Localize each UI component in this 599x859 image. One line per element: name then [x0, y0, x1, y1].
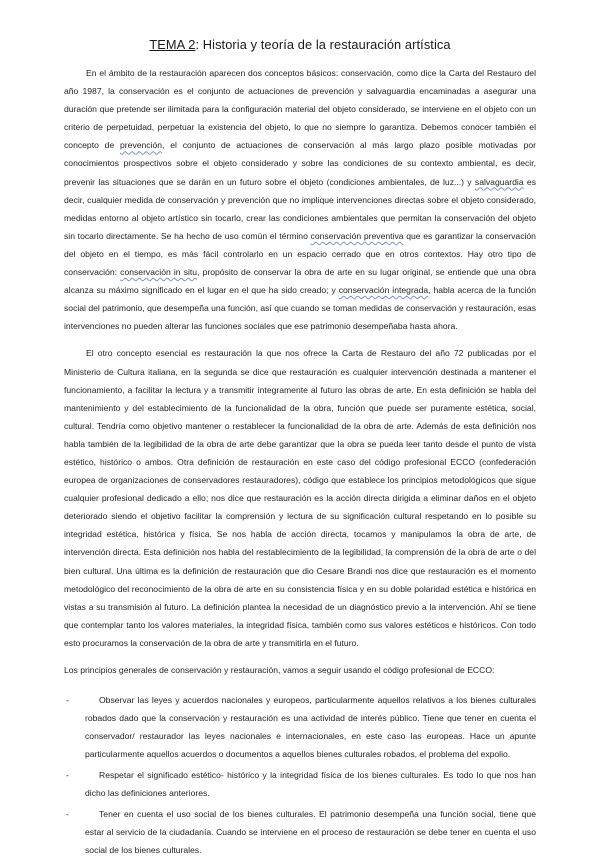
paragraph-restauracion: El otro concepto esencial es restauración la que nos ofrece la Carta de Restauro del año 72 publicadas por el Ministerio de Cultura italiana, en la segunda se dice que restauración es cualquier intervención destinada a mantener el funcionamiento, a facilitar la lectura y a transmitir íntegramente al futuro las obras de arte. En esta definición se habla del mantenimiento y del establecimiento de la funcionalidad de la obra, función que puede ser puramente estética, social, cultural. Tendría como objetivo mantener o restablecer la funcionalidad de la obra de arte. Además de esta definición nos habla también de la legibilidad de la obra de arte debe garantizar que la obra se pueda leer tanto desde el punto de vista estético, histórico o ambos. Otra definición de restauración en este caso del código profesional ECCO (confederación europea de organizaciones de conservadores restauradores), código que establece los principios metodológicos que sigue cualquier profesional dedicado a ello; nos dice que restauración es la acción directa dirigida a eliminar daños en el objeto deteriorado siendo el objetivo facilitar la comprensión y lectura de su significación cultural respetando en lo posible su integridad estética, histórica y física. Se nos habla de acción directa, tocamos y manipulamos la obra de arte, de intervención directa. Esta definición nos habla del restablecimiento de la legibilidad, la comprensión de la obra de arte o del bien cultural. Una última es la definición de restauración que dio Cesare Brandi nos dice que restauración es el momento metodológico del reconocimiento de la obra de arte en su consistencia física y en su doble polaridad estética e histórica en vistas a su transmisión al futuro. La definición plantea la necesidad de un diagnóstico previo a la intervención. Ahí se tiene que contemplar tanto los valores materiales, la integridad física, también como sus valores estéticos e históricos. Con todo esto procuramos la conservación de la obra de arte y transmitirla en el futuro.: [64, 348, 536, 648]
principles-list: [64, 691, 536, 859]
list-bullet: -: [66, 695, 69, 705]
list-bullet: -: [66, 809, 69, 819]
list-item-text: Tener en cuenta el uso social de los bienes culturales. El patrimonio desempeña una función social, tiene que estar al servicio de la ciudadanía. Cuando se interviene en el proceso de restauración se debe tener en cuenta el uso social de los bienes culturales.: [85, 809, 536, 855]
paragraph-principios-intro: Los principios generales de conservación y restauración, vamos a seguir usando el código profesional de ECCO:: [64, 665, 495, 675]
list-item-text: Respetar el significado estético- histórico y la integridad física de los bienes culturales. Es todo lo que nos han dicho las definiciones anteriores.: [85, 770, 536, 798]
term-conservacion-in-situ: conservación in situ: [120, 267, 198, 278]
list-item: [64, 805, 536, 859]
list-bullet: -: [66, 770, 69, 780]
list-item-text: Observar las leyes y acuerdos nacionales y europeos, particularmente aquellos relativos a los bienes culturales robados dado que la conservación y restauración es una actividad de interés público. Tiene que tener en cuenta el conservador/ restaurador las leyes nacionales e internacionales, en este caso las europeas. Hace un apunte particularmente aquellos acuerdos o documentos a aquellos bienes culturales robados, el problema del expolio.: [85, 695, 536, 759]
term-prevencion: prevención: [120, 140, 163, 151]
paragraph-conservacion: [64, 64, 536, 335]
text-run: , el conjunto de actuaciones de conservación al más largo plazo posible motivadas por conocimientos prospectivos sobre el objeto considerado y sobre las condiciones de su contexto ambiental, es decir, prevenir las situaciones que se darán en un futuro sobre el objeto (condiciones ambientales, de luz...) y: [64, 140, 536, 187]
text-run: es decir, cualquier medida de conservación y prevención que no implique intervenciones directas sobre el objeto considerado, medidas entorno al objeto artístico sin tocarlo, crear las condiciones ambientales que permitan la conservación del objeto sin tocarlo directamente. Se ha hecho de uso común el término: [64, 176, 536, 241]
term-salvaguardia: salvaguardia: [474, 176, 524, 187]
title-text: : Historia y teoría de la restauración artística: [195, 37, 451, 52]
list-item: [64, 691, 536, 763]
text-run: , habla acerca de la función social del patrimonio, que desempeña una función, así que cuando se toman medidas de conservación y restauración, esas intervenciones no pueden alterar las funciones sociales que ese patrimonio desempeñaba hasta ahora.: [64, 285, 537, 332]
term-conservacion-integrada: conservación integrada: [338, 285, 429, 296]
text-run: En el ámbito de la restauración aparecen dos conceptos básicos: conservación, como dice la Carta del Restauro del año 1987, la conservación es el conjunto de actuaciones de prevención y salvaguardia encaminadas a asegurar una duración que pretende ser ilimitada para la configuración material del objeto considerado, se interviene en el objeto con un criterio de perpetuidad, perpetuar la existencia del objeto, lo que no siempre lo garantiza. Debemos conocer también el concepto de: [64, 68, 536, 151]
list-item: [64, 766, 536, 802]
text-run: , propósito de conservar la obra de arte en su lugar original, se entiende que una obra alcanza su máximo significado en el lugar en el que ha sido creado; y: [64, 267, 536, 296]
title-topic-label: TEMA 2: [149, 37, 196, 52]
term-conservacion-preventiva: conservación preventiva: [310, 230, 404, 241]
page-title: [64, 37, 536, 52]
text-run: que es garantizar la conservación del objeto en el tiempo, es más fácil controlarlo en un espacio cerrado que en otros contextos. Hay otro tipo de conservación:: [64, 230, 536, 278]
